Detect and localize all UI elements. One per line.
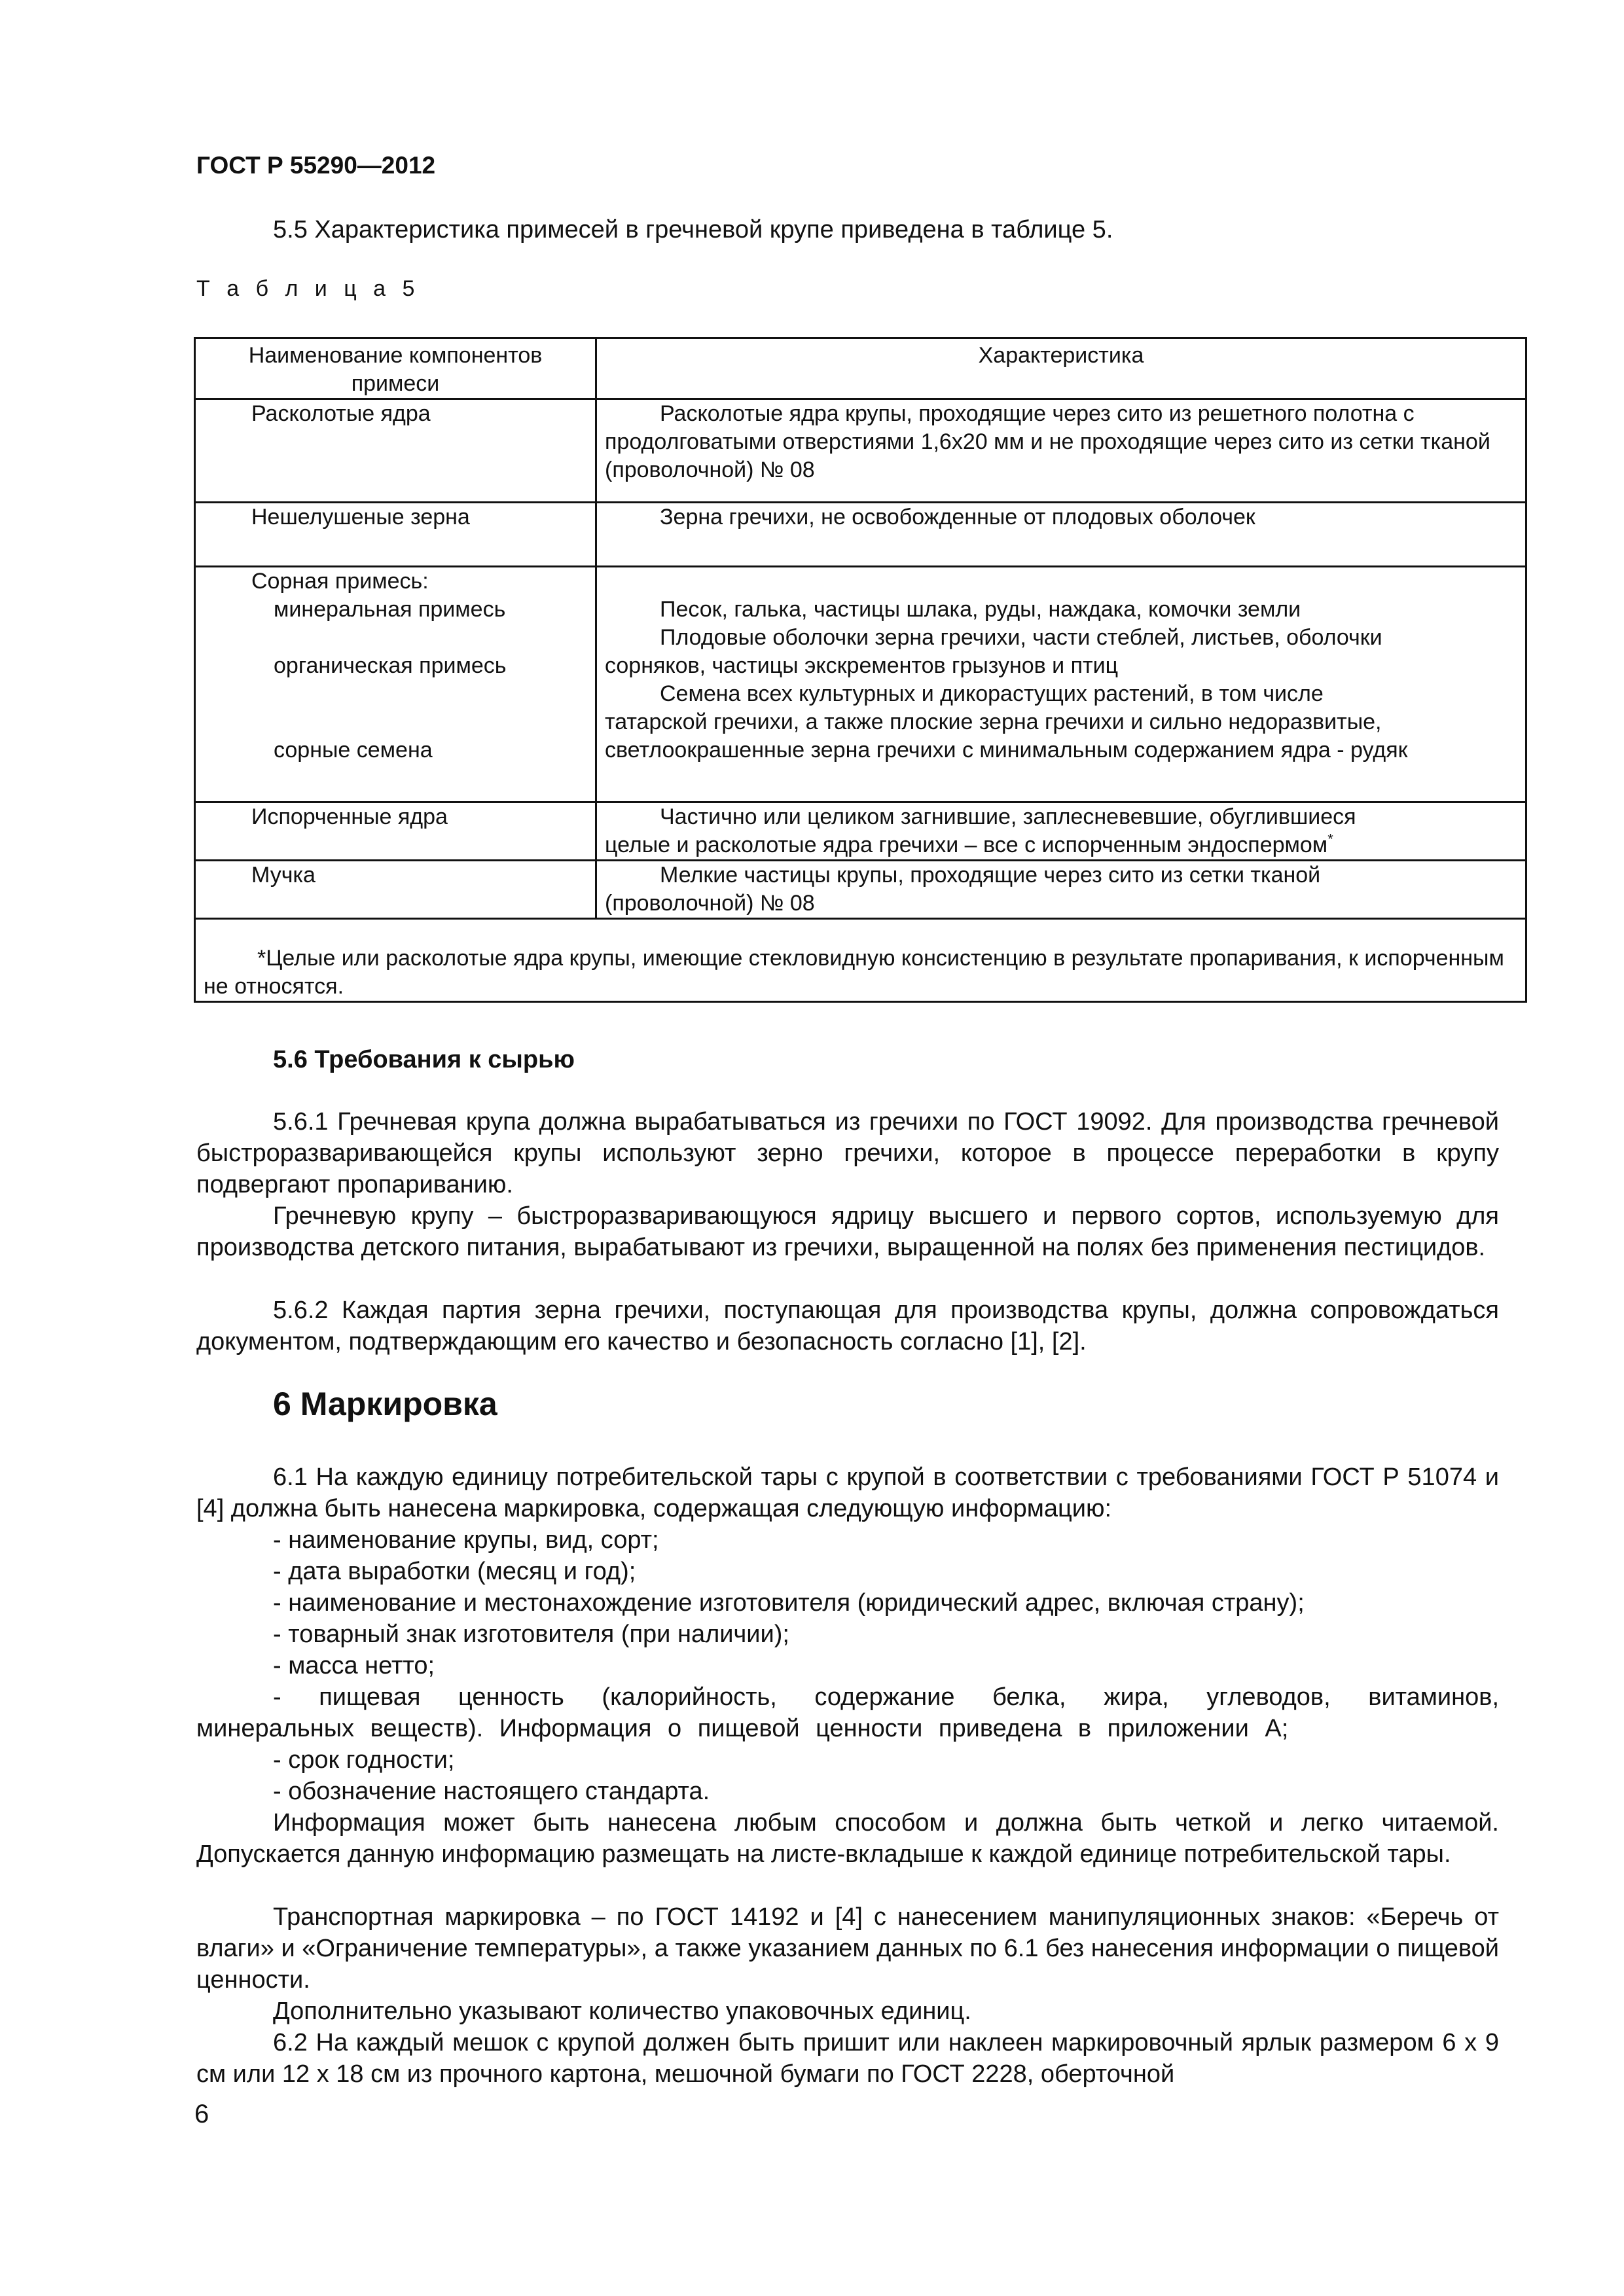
list-item: - масса нетто; [273,1652,435,1679]
list-item: - срок годности; [273,1746,455,1774]
table-row [195,861,1526,919]
table-row [195,399,1526,503]
row-desc-line: Песок, галька, частицы шлака, руды, наждака, комочки земли [660,597,1301,622]
document-header: ГОСТ Р 55290—2012 [196,152,436,179]
paragraph-transport: Транспортная маркировка – по ГОСТ 14192 и [4] с нанесением манипуляционных знаков: «Беречь от влаги» и «Ограничение температуры», а также указанием данных по 6.1 без нанесения информации о пищевой ценности. [196,1903,1499,1994]
row-desc-line: Плодовые оболочки зерна гречихи, части стеблей, листьев, оболочки [660,625,1382,650]
section-6-heading: 6 Маркировка [273,1386,497,1422]
col1-header: Наименование компонентов примеси [195,338,596,399]
row-name-unhulled-grains: Нешелушеные зерна [251,505,470,529]
table-caption: Т а б л и ц а 5 [196,276,420,301]
row-name-spoiled-kernels: Испорченные ядра [251,804,448,829]
row-desc-line: Расколотые ядра крупы, проходящие через сито из решетного полотна с [660,401,1415,426]
row-desc-line: продолговатыми отверстиями 1,6х20 мм и не проходящие через сито из сетки тканой (проволочной) № 08 [605,429,1490,482]
row-subname-weed-seeds: сорные семена [274,738,433,762]
row-desc-line: Зерна гречихи, не освобожденные от плодовых оболочек [660,505,1255,529]
table-row [195,802,1526,861]
list-item: - наименование и местонахождение изготовителя (юридический адрес, включая страну); [273,1589,1305,1617]
row-subname-organic: органическая примесь [274,653,507,678]
list-item: - товарный знак изготовителя (при наличии); [273,1621,789,1648]
list-item: - обозначение настоящего стандарта. [273,1778,710,1805]
row-name-weed-impurity: Сорная примесь: [251,569,429,594]
paragraph-6-2: 6.2 На каждый мешок с крупой должен быть пришит или наклеен маркировочный ярлык размером 6 х 9 см или 12 х 18 см из прочного картона, мешочной бумаги по ГОСТ 2228, оберточной [196,2029,1499,2088]
page-number: 6 [194,2100,209,2128]
list-item: - дата выработки (месяц и год); [273,1558,636,1585]
paragraph-5-6-1: 5.6.1 Гречневая крупа должна вырабатываться из гречихи по ГОСТ 19092. Для производства гречневой быстроразваривающейся крупы используют зерно гречихи, которое в процессе переработки в крупу подвергают пропариванию. [196,1108,1499,1198]
row-name-flour: Мучка [251,863,316,888]
row-name-split-kernels: Расколотые ядра [251,401,431,426]
paragraph-5-6-2: 5.6.2 Каждая партия зерна гречихи, поступающая для производства крупы, должна сопровождаться документом, подтверждающим его качество и безопасность согласно [1], [2]. [196,1297,1499,1355]
row-desc-line: (проволочной) № 08 [605,891,815,916]
row-desc-line: Частично или целиком загнившие, заплесневевшие, обуглившиеся [660,804,1356,829]
table-row [195,567,1526,802]
row-desc-line: целые и расколотые ядра гречихи – все с испорченным эндоспермом [605,833,1328,857]
list-item: - пищевая ценность (калорийность, содержание белка, жира, углеводов, витаминов, минеральных веществ). Информация о пищевой ценности приведена в приложении А; [196,1683,1499,1742]
row-desc-line: Мелкие частицы крупы, проходящие через сито из сетки тканой [660,863,1321,888]
paragraph-5-6-1-b: Гречневую крупу – быстроразваривающуюся ядрицу высшего и первого сортов, используемую для производства детского питания, вырабатывают из гречихи, выращенной на полях без применения пестицидов. [196,1202,1499,1261]
marking-list [196,1524,1499,1807]
paragraph-6-1: 6.1 На каждую единицу потребительской тары с крупой в соответствии с требованиями ГОСТ Р 51074 и [4] должна быть нанесена маркировка, содержащая следующую информацию: [196,1463,1499,1522]
spacer [605,567,1517,596]
paragraph-extra: Дополнительно указывают количество упаковочных единиц. [273,1998,971,2025]
table-row [195,503,1526,567]
section-5-6-heading: 5.6 Требования к сырью [273,1046,575,1073]
col2-header: Характеристика [596,338,1526,399]
table-footnote-row [195,919,1526,1002]
table-header-row [195,338,1526,399]
list-item: - наименование крупы, вид, сорт; [273,1526,659,1554]
row-desc-line: татарской гречихи, а также плоские зерна гречихи и сильно недоразвитые, светлоокрашенные зерна гречихи с минимальным содержанием ядра - рудяк [605,709,1408,762]
impurities-table [194,337,1527,1003]
paragraph-info: Информация может быть нанесена любым способом и должна быть четкой и легко читаемой. Допускается данную информацию размещать на листе-вкладыше к каждой единице потребительской тары. [196,1809,1499,1868]
row-desc-line: сорняков, частицы экскрементов грызунов и птиц [605,653,1119,678]
row-desc-line: Семена всех культурных и дикорастущих растений, в том числе [660,681,1324,706]
paragraph-5-5: 5.5 Характеристика примесей в гречневой крупе приведена в таблице 5. [273,216,1113,243]
row-subname-mineral: минеральная примесь [274,597,506,622]
table-footnote: *Целые или расколотые ядра крупы, имеющие стекловидную консистенцию в результате пропаривания, к испорченным не относятся. [204,946,1504,999]
footnote-marker: * [1327,831,1333,848]
